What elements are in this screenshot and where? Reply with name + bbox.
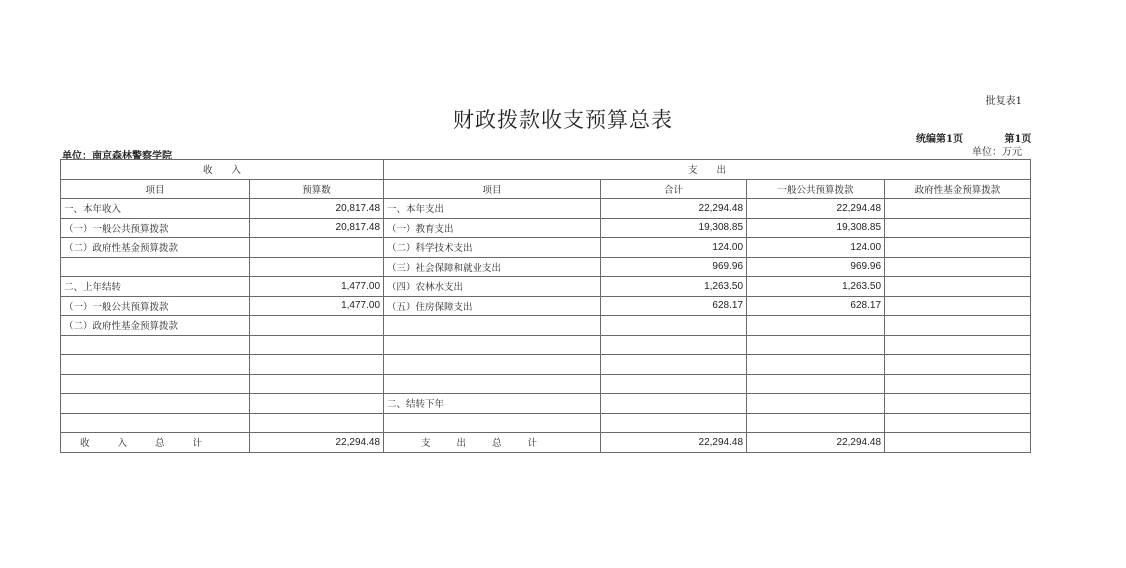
cell-income-budget: 1,477.00	[250, 277, 384, 297]
cell-expense-item: （一）教育支出	[384, 218, 601, 238]
table-row	[61, 257, 1031, 277]
cell-gov-fund	[885, 335, 1031, 355]
cell-income-item	[61, 374, 250, 394]
table-row	[61, 413, 1031, 433]
cell-income-item	[61, 257, 250, 277]
cell-income-budget: 20,817.48	[250, 199, 384, 219]
cell-income-budget	[250, 316, 384, 336]
cell-expense-item: （四）农林水支出	[384, 277, 601, 297]
cell-income-item	[61, 394, 250, 414]
cell-income-budget	[250, 335, 384, 355]
cell-total	[601, 413, 747, 433]
cell-expense-item: （五）住房保障支出	[384, 296, 601, 316]
cell-total	[601, 394, 747, 414]
budget-table-body	[61, 160, 1031, 453]
expense-total-value: 22,294.48	[601, 433, 747, 453]
cell-gov-fund	[885, 296, 1031, 316]
cell-income-budget: 20,817.48	[250, 218, 384, 238]
table-row	[61, 394, 1031, 414]
cell-income-budget: 1,477.00	[250, 296, 384, 316]
cell-expense-item	[384, 355, 601, 375]
column-header-row	[61, 179, 1031, 199]
cell-income-budget	[250, 413, 384, 433]
cell-expense-item: 一、本年支出	[384, 199, 601, 219]
cell-total: 124.00	[601, 238, 747, 258]
cell-gov-fund	[885, 355, 1031, 375]
cell-income-item	[61, 413, 250, 433]
col-header-gov-fund: 政府性基金预算拨款	[885, 179, 1031, 199]
cell-total: 969.96	[601, 257, 747, 277]
cell-total	[601, 374, 747, 394]
cell-expense-item: 二、结转下年	[384, 394, 601, 414]
cell-total: 1,263.50	[601, 277, 747, 297]
cell-income-item	[61, 335, 250, 355]
table-row	[61, 296, 1031, 316]
cell-general-public: 22,294.48	[747, 199, 885, 219]
cell-gov-fund	[885, 277, 1031, 297]
cell-expense-item: （三）社会保障和就业支出	[384, 257, 601, 277]
cell-total	[601, 316, 747, 336]
expense-section-header: 支 出	[384, 160, 1031, 180]
col-header-expense-item: 项目	[384, 179, 601, 199]
cell-general-public	[747, 394, 885, 414]
col-header-income-budget: 预算数	[250, 179, 384, 199]
cell-income-item: （二）政府性基金预算拨款	[61, 316, 250, 336]
income-total-label: 收入总计	[61, 433, 250, 453]
col-header-income-item: 项目	[61, 179, 250, 199]
cell-total: 628.17	[601, 296, 747, 316]
cell-gov-fund	[885, 374, 1031, 394]
cell-gov-fund	[885, 257, 1031, 277]
expense-total-label: 支出总计	[384, 433, 601, 453]
cell-expense-item	[384, 413, 601, 433]
cell-expense-item: （二）科学技术支出	[384, 238, 601, 258]
expense-general-total-value: 22,294.48	[747, 433, 885, 453]
cell-income-item: （二）政府性基金预算拨款	[61, 238, 250, 258]
table-row	[61, 218, 1031, 238]
cell-general-public: 969.96	[747, 257, 885, 277]
cell-gov-fund	[885, 218, 1031, 238]
budget-table	[60, 159, 1031, 453]
cell-general-public: 1,263.50	[747, 277, 885, 297]
income-section-header: 收 入	[61, 160, 384, 180]
unified-page-number: 统编第1页	[916, 134, 963, 145]
cell-general-public	[747, 355, 885, 375]
cell-income-budget	[250, 355, 384, 375]
table-row	[61, 355, 1031, 375]
section-header-row	[61, 160, 1031, 180]
cell-general-public: 124.00	[747, 238, 885, 258]
cell-general-public	[747, 316, 885, 336]
cell-income-item: （一）一般公共预算拨款	[61, 218, 250, 238]
cell-gov-fund	[885, 238, 1031, 258]
cell-general-public: 628.17	[747, 296, 885, 316]
table-row	[61, 316, 1031, 336]
cell-expense-item	[384, 374, 601, 394]
cell-income-budget	[250, 238, 384, 258]
page-title: 财政拨款收支预算总表	[453, 108, 673, 132]
cell-income-budget	[250, 394, 384, 414]
cell-general-public: 19,308.85	[747, 218, 885, 238]
cell-income-item: 一、本年收入	[61, 199, 250, 219]
cell-total	[601, 335, 747, 355]
approval-form-label: 批复表1	[985, 96, 1022, 107]
col-header-general-public: 一般公共预算拨款	[747, 179, 885, 199]
cell-general-public	[747, 413, 885, 433]
cell-gov-fund	[885, 316, 1031, 336]
cell-total	[601, 355, 747, 375]
page-number: 第1页	[1004, 134, 1032, 145]
currency-unit: 单位：万元	[972, 147, 1022, 158]
cell-expense-item	[384, 316, 601, 336]
income-total-value: 22,294.48	[250, 433, 384, 453]
cell-income-item: 二、上年结转	[61, 277, 250, 297]
cell-gov-fund	[885, 413, 1031, 433]
table-row	[61, 374, 1031, 394]
cell-total: 19,308.85	[601, 218, 747, 238]
cell-gov-fund	[885, 199, 1031, 219]
cell-income-item	[61, 355, 250, 375]
unit-name: 单位：南京森林警察学院	[62, 151, 172, 162]
cell-income-item: （一）一般公共预算拨款	[61, 296, 250, 316]
expense-fund-total-value	[885, 433, 1031, 453]
cell-gov-fund	[885, 394, 1031, 414]
cell-income-budget	[250, 257, 384, 277]
totals-row	[61, 433, 1031, 453]
cell-general-public	[747, 335, 885, 355]
cell-income-budget	[250, 374, 384, 394]
table-row	[61, 238, 1031, 258]
table-row	[61, 199, 1031, 219]
cell-general-public	[747, 374, 885, 394]
cell-expense-item	[384, 335, 601, 355]
col-header-total: 合计	[601, 179, 747, 199]
cell-total: 22,294.48	[601, 199, 747, 219]
table-row	[61, 277, 1031, 297]
table-row	[61, 335, 1031, 355]
